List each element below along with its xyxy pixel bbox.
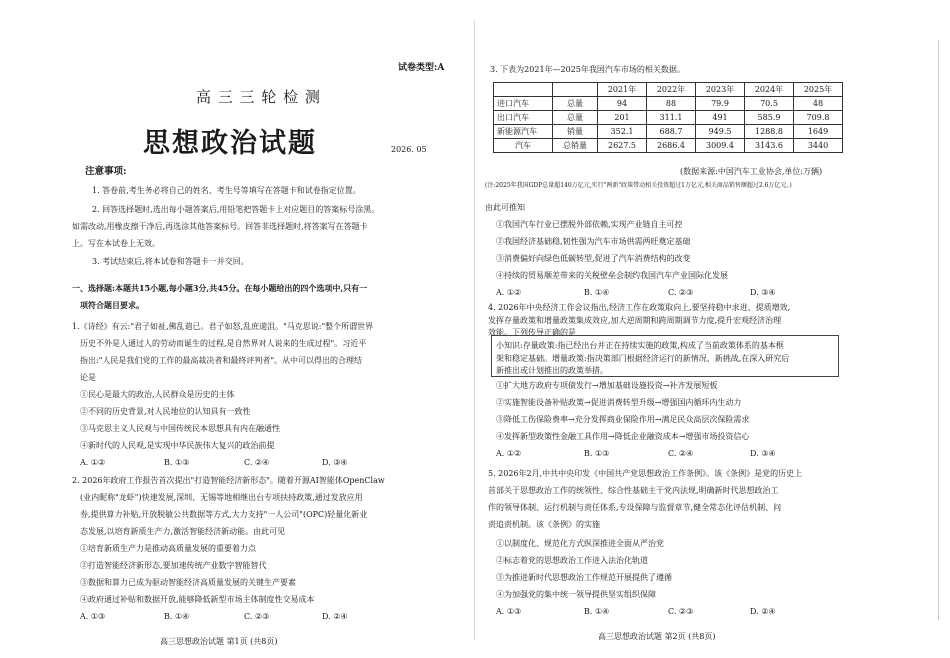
table-cell: 94	[598, 97, 647, 111]
q3-lead: 由此可推知	[485, 203, 525, 212]
q1-stem: 指出:"人民是我们党的工作的最高裁决者和最终评判者"。从中可以得出的合理结	[80, 356, 363, 365]
q4-option-b: B. ①③	[584, 449, 610, 458]
q2-stem: (业内昵称"龙虾")快速发展,深圳、无锡等地相继出台专项扶持政策,通过发放应用	[80, 493, 363, 502]
q2-statement: ③数据和算力已成为驱动智能经济高质量发展的关键生产要素	[80, 578, 296, 587]
knowledge-tip-line: 架和稳定基础。增量政策:指决策部门根据经济运行的新情况、新挑战,在深入研究后	[496, 354, 790, 363]
knowledge-tip-line: 小知识:存量政策:指已经出台并正在持续实施的政策,构成了当前政策体系的基本框	[496, 341, 784, 350]
q2-stem: 2. 2026年政府工作报告首次提出"打造智能经济新形态"。随着开源AI智能体OpenClaw	[72, 476, 385, 485]
q1-option-c: C. ②④	[244, 458, 270, 467]
q1-statement: ②不同的历史背景,对人民地位的认知具有一致性	[80, 407, 251, 416]
knowledge-tip-line: 新推出或计划推出的政策举措。	[496, 366, 608, 375]
table-header-cell	[494, 83, 553, 97]
exam-date: 2026. 05	[391, 145, 427, 154]
table-cell: 2627.5	[598, 139, 647, 153]
q5-stem: 作的领导体制、运行机制与责任体系,专设保障与监督章节,健全常态化评估机制、问	[488, 503, 782, 512]
table-header-cell: 2025年	[794, 83, 843, 97]
q4-stem: 效能。下列传导正确的是	[488, 328, 576, 337]
table-row	[494, 97, 843, 111]
q3-option-a: A. ①②	[496, 288, 522, 297]
table-cell: 1288.8	[745, 125, 794, 139]
page-footer: 高三思想政治试题 第1页 (共8页)	[160, 637, 278, 646]
q3-option-b: B. ①④	[584, 288, 610, 297]
q1-statement: ①民心是最大的政治,人民群众是历史的主体	[80, 390, 235, 399]
table-cell: 2686.4	[647, 139, 696, 153]
table-cell: 491	[696, 111, 745, 125]
table-header-cell: 2021年	[598, 83, 647, 97]
q1-stem: 1.《诗经》有云:"君子如祉,佛乱遄已。君子如怒,乱庶遄沮。"马克思说:"整个所谓世界	[72, 322, 374, 331]
q4-stem: 4. 2026年中央经济工作会议指出,经济工作在政策取向上,要坚持稳中求进、提质增效,	[488, 303, 791, 312]
table-cell: 201	[598, 111, 647, 125]
notice-line: 如需改动,用橡皮擦干净后,再选涂其他答案标号。回答非选择题时,将答案写在答题卡	[72, 222, 368, 231]
table-row	[494, 125, 843, 139]
q3-option-c: C. ②③	[668, 288, 694, 297]
table-cell: 949.5	[696, 125, 745, 139]
table-cell: 总量	[553, 111, 598, 125]
table-cell: 1649	[794, 125, 843, 139]
q5-statement: ③为推进新时代思想政治工作规范开展提供了遵循	[496, 573, 672, 582]
q3-statement: ③消费偏好向绿色低碳转型,促进了汽车消费结构的改变	[496, 254, 691, 263]
q3-option-d: D. ③④	[750, 288, 776, 297]
q2-option-b: B. ①④	[164, 612, 190, 621]
q1-option-d: D. ③④	[322, 458, 348, 467]
q1-option-a: A. ①②	[80, 458, 106, 467]
page-footer: 高三思想政治试题 第2页 (共8页)	[598, 632, 716, 641]
car-market-table	[493, 82, 843, 153]
table-cell: 总量	[553, 97, 598, 111]
q1-stem: 论是	[80, 373, 96, 382]
table-row	[494, 139, 843, 153]
q4-statement: ②实施智能设备补贴政策→促进消费转型升级→增强国内循环内生动力	[496, 398, 742, 407]
exam-title: 思想政治试题	[143, 128, 317, 159]
q5-option-a: A. ①③	[496, 607, 522, 616]
q4-option-d: D. ③④	[750, 449, 776, 458]
q3-statement: ①我国汽车行业已摆脱外部依赖,实现产业链自主可控	[496, 220, 683, 229]
table-header-row	[494, 83, 843, 97]
table-header-cell	[553, 83, 598, 97]
q4-statement: ④发挥新型政策性金融工具作用→降低企业融资成本→增强市场投资信心	[496, 432, 750, 441]
q2-statement: ①培育新质生产力是推动高质量发展的重要着力点	[80, 544, 256, 553]
table-header-cell: 2024年	[745, 83, 794, 97]
table-cell: 销量	[553, 125, 598, 139]
exam-subtitle: 高 三 三 轮 检 测	[196, 88, 321, 106]
table-cell: 出口汽车	[494, 111, 553, 125]
q2-stem: 券,提供算力补贴,开放脱敏公共数据等方式,大力支持"一人公司"(OPC)轻量化新业	[80, 510, 368, 519]
q1-statement: ③马克思主义人民观与中国传统民本思想具有内在融通性	[80, 424, 280, 433]
q3-intro: 3. 下表为2021年—2025年我国汽车市场的相关数据。	[490, 65, 685, 74]
table-cell: 70.5	[745, 97, 794, 111]
q3-statement: ④持续的贸易顺差带来的关税壁垒会制约我国汽车产业国际化发展	[496, 271, 728, 280]
notice-line: 1. 答卷前,考生务必将自己的姓名、考生号等填写在答题卡和试卷指定位置。	[92, 186, 361, 195]
q1-statement: ④新时代的人民观,是实现中华民族伟大复兴的政治前提	[80, 441, 275, 450]
q5-statement: ②标志着党的思想政治工作进入法治化轨道	[496, 556, 648, 565]
table-cell: 3143.6	[745, 139, 794, 153]
table-cell: 3440	[794, 139, 843, 153]
notice-line: 3. 考试结束后,将本试卷和答题卡一并交回。	[92, 257, 249, 266]
table-cell: 3009.4	[696, 139, 745, 153]
table-cell: 352.1	[598, 125, 647, 139]
table-cell: 进口汽车	[494, 97, 553, 111]
table-cell: 48	[794, 97, 843, 111]
q5-option-c: C. ②③	[668, 607, 694, 616]
q5-statement: ④为加强党的集中统一领导提供坚实组织保障	[496, 590, 656, 599]
q1-option-b: B. ①③	[164, 458, 190, 467]
table-cell: 79.9	[696, 97, 745, 111]
table-cell: 汽车	[494, 139, 553, 153]
table-cell: 88	[647, 97, 696, 111]
table-cell: 311.1	[647, 111, 696, 125]
paper-type-label: 试卷类型:A	[398, 63, 445, 73]
knowledge-tip-box	[491, 335, 839, 377]
table-row	[494, 111, 843, 125]
q2-statement: ②打造智能经济新形态,要加速传统产业数字智能替代	[80, 561, 267, 570]
q1-stem: 历史不外是人通过人的劳动而诞生的过程,是自然界对人说来的生成过程"。习近平	[80, 339, 367, 348]
q5-stem: 首部关于思想政治工作的统领性、综合性基础主干党内法规,明确新时代思想政治工	[488, 486, 779, 495]
q2-stem: 态发展,以培育新质生产力,激活智能经济新动能。由此可见	[80, 527, 286, 536]
q4-statement: ①扩大地方政府专项债发行→增加基础设施投资→补齐发展短板	[496, 381, 718, 390]
table-note: (注:2025年我国GDP总量超140万亿元,实行"两新"政策带动相关投资超过1万亿元,相关商品销售额超过2.6万亿元。)	[485, 182, 792, 189]
notice-line: 上。写在本试卷上无效。	[72, 239, 160, 248]
q4-stem: 发挥存量政策和增量政策集成效应,加大逆周期和跨周期调节力度,提升宏观经济治理	[488, 316, 782, 325]
section-heading: 一、选择题:本题共15小题,每小题3分,共45分。在每小题给出的四个选项中,只有一	[72, 283, 368, 293]
q5-option-d: D. ②④	[750, 607, 776, 616]
q4-statement: ③降低工伤保险费率→充分发挥商业保险作用→满足民众高层次保险需求	[496, 415, 750, 424]
q5-stem: 责追责机制。该《条例》的实施	[488, 520, 600, 529]
notice-line: 2. 回答选择题时,选出每小题答案后,用铅笔把答题卡上对应题目的答案标号涂黑。	[92, 205, 380, 214]
table-cell: 新能源汽车	[494, 125, 553, 139]
table-header-cell: 2022年	[647, 83, 696, 97]
section-heading: 项符合题目要求。	[80, 300, 144, 310]
q2-option-c: C. ②③	[244, 612, 270, 621]
q2-statement: ④政府通过补贴和数据开放,能够降低新型市场主体制度性交易成本	[80, 595, 315, 604]
q2-option-a: A. ①③	[80, 612, 106, 621]
notice-title: 注意事项:	[85, 166, 127, 177]
q4-option-c: C. ②④	[668, 449, 694, 458]
q4-option-a: A. ①②	[496, 449, 522, 458]
table-header-cell: 2023年	[696, 83, 745, 97]
q5-statement: ①以制度化、规范化方式纵深推进全面从严治党	[496, 539, 664, 548]
q3-statement: ②我国经济基础稳,韧性强为汽车市场供需两旺奠定基础	[496, 237, 691, 246]
q5-stem: 5. 2026年2月,中共中央印发《中国共产党思想政治工作条例》。该《条例》是党的历史上	[488, 469, 803, 478]
table-cell: 585.9	[745, 111, 794, 125]
table-source: (数据来源:中国汽车工业协会,单位:万辆)	[680, 167, 823, 176]
q5-option-b: B. ①④	[584, 607, 610, 616]
table-cell: 709.8	[794, 111, 843, 125]
table-cell: 总销量	[553, 139, 598, 153]
q2-option-d: D. ②④	[322, 612, 348, 621]
table-cell: 688.7	[647, 125, 696, 139]
